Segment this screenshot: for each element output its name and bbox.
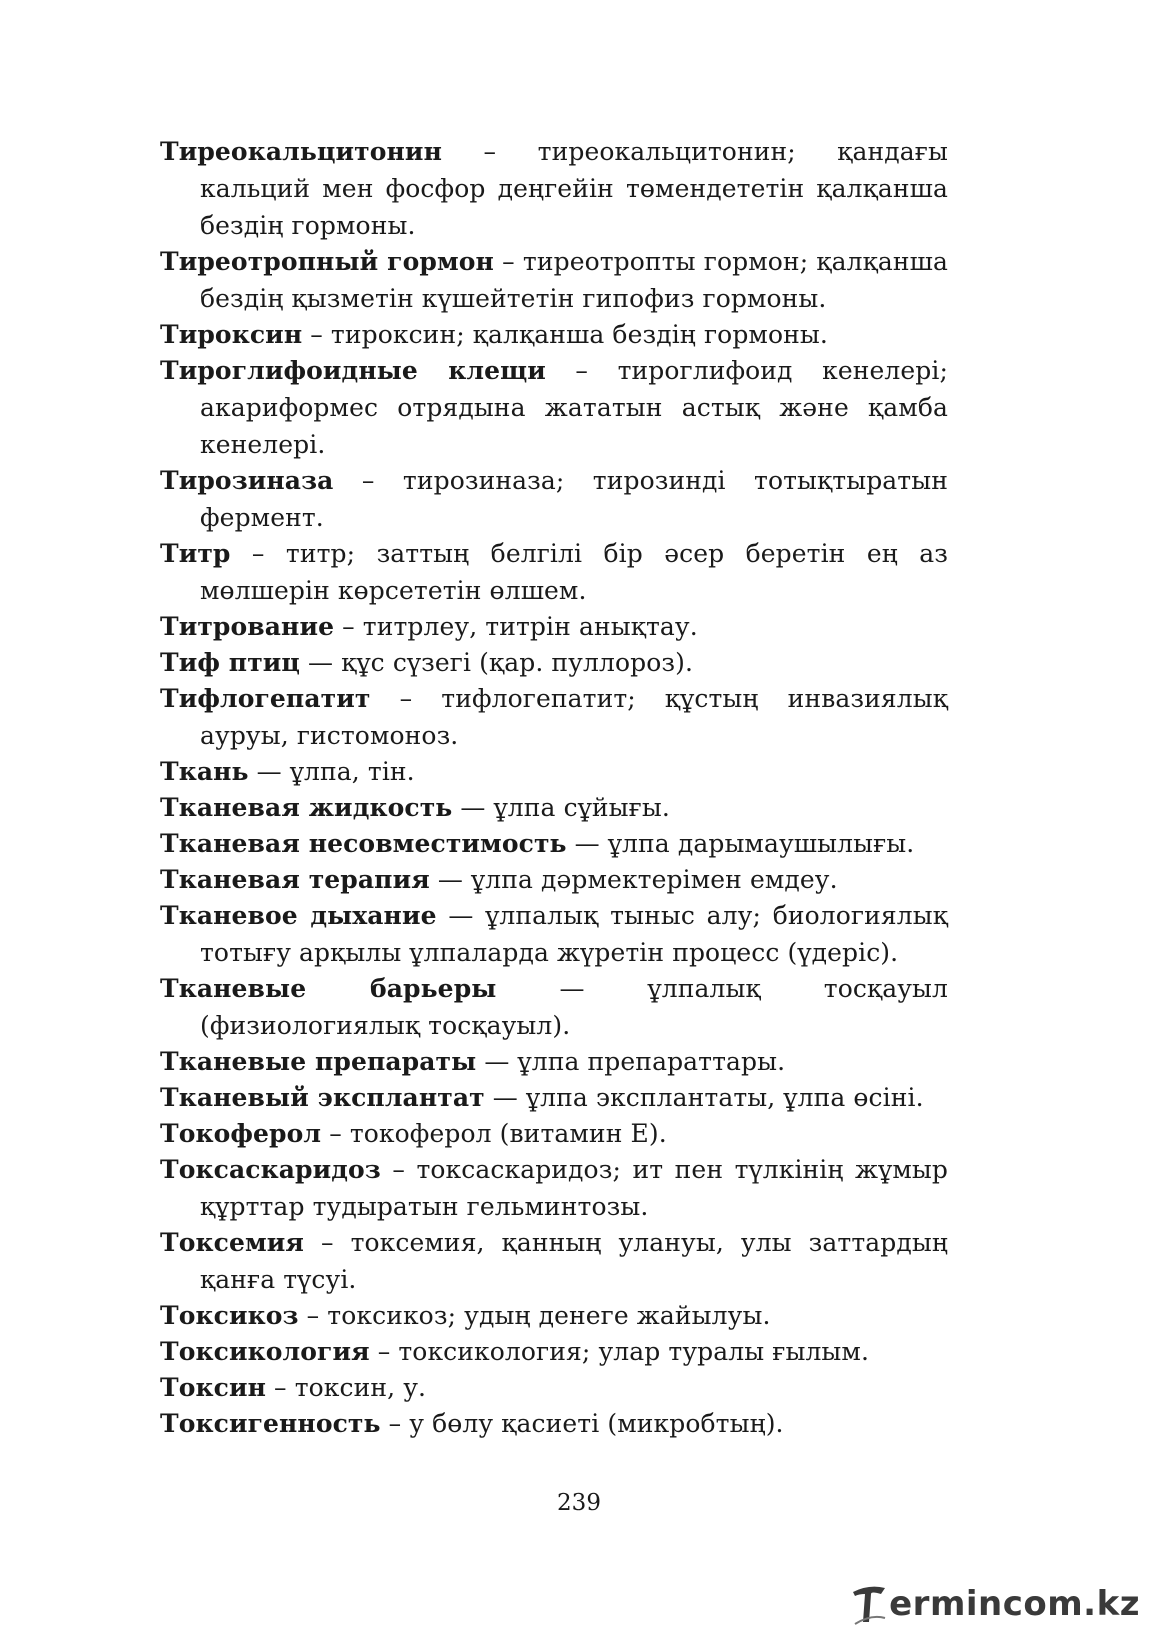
dictionary-entry [160, 861, 948, 898]
entry-definition: – токоферол (витамин Е). [321, 1119, 667, 1148]
entry-definition: — ұлпа сұйығы. [452, 793, 670, 822]
entry-definition: – титр; заттың белгілі бір әсер беретін ең аз мөлшерін көрсететін өлшем. [200, 539, 948, 605]
dictionary-entry [160, 1405, 948, 1442]
dictionary-entry [160, 680, 948, 754]
dictionary-entry [160, 608, 948, 645]
entry-definition: — ұлпалық тосқауыл (физиологиялық тосқауыл). [200, 974, 948, 1040]
entry-definition: – тиреокальцитонин; қандағы кальций мен фосфор деңгейін төмендететін қалқанша бездің гормоны. [200, 137, 948, 240]
entry-term: Титр [160, 539, 231, 568]
entry-definition: — ұлпа, тін. [248, 757, 415, 786]
entry-term: Тканевые препараты [160, 1047, 477, 1076]
dictionary-entry [160, 1115, 948, 1152]
entry-term: Тироксин [160, 320, 303, 349]
entry-term: Тканевые барьеры [160, 974, 497, 1003]
entry-definition: – тирозиназа; тирозинді тотықтыратын фермент. [200, 466, 948, 532]
entry-term: Ткань [160, 757, 249, 786]
dictionary-entry [160, 753, 948, 790]
entry-definition: – токсемия, қанның улануы, улы заттардың қанға түсуі. [200, 1228, 948, 1294]
entry-definition: — құс сүзегі (қар. пуллороз). [300, 648, 693, 677]
dictionary-entry [160, 897, 948, 971]
dictionary-entries [160, 133, 948, 1441]
entry-definition: – тиреотропты гормон; қалқанша бездің қызметін күшейтетін гипофиз гормоны. [200, 247, 948, 313]
entry-definition: – токсикология; улар туралы ғылым. [369, 1337, 870, 1366]
entry-definition: — ұлпалық тыныс алу; биологиялық тотығу арқылы ұлпаларда жүретін процесс (үдеріс). [200, 901, 948, 967]
entry-term: Токоферол [160, 1119, 322, 1148]
entry-term: Токсаскаридоз [160, 1155, 381, 1184]
entry-definition: – у бөлу қасиеті (микробтың). [380, 1409, 784, 1438]
entry-term: Токсин [160, 1373, 266, 1402]
entry-definition: — ұлпа препараттары. [476, 1047, 786, 1076]
dictionary-entry [160, 1369, 948, 1406]
entry-definition: — ұлпа дарымаушылығы. [566, 829, 915, 858]
entry-term: Тифлогепатит [160, 684, 371, 713]
entry-term: Тканевая терапия [160, 865, 430, 894]
watermark-logo [851, 1579, 1140, 1629]
page-number: 239 [557, 1490, 601, 1516]
termincom-logo-icon [851, 1582, 887, 1626]
entry-definition: – токсаскаридоз; ит пен түлкінің жұмыр құрттар тудыратын гельминтозы. [200, 1155, 948, 1221]
entry-term: Тиреотропный гормон [160, 247, 494, 276]
entry-term: Титрование [160, 612, 335, 641]
dictionary-entry [160, 133, 948, 244]
entry-definition: – тироксин; қалқанша бездің гормоны. [302, 320, 828, 349]
entry-term: Тирозиназа [160, 466, 334, 495]
entry-term: Тканевая несовместимость [160, 829, 567, 858]
dictionary-entry [160, 789, 948, 826]
entry-term: Тканевое дыхание [160, 901, 437, 930]
entry-definition: – титрлеу, титрін анықтау. [334, 612, 698, 641]
dictionary-entry [160, 1043, 948, 1080]
entry-term: Токсикоз [160, 1301, 299, 1330]
dictionary-entry [160, 462, 948, 536]
entry-definition: — ұлпа дәрмектерімен емдеу. [429, 865, 838, 894]
entry-definition: – тироглифоид кенелері; акариформес отрядына жататын астық және қамба кенелері. [200, 356, 948, 459]
dictionary-entry [160, 970, 948, 1044]
entry-definition: – тифлогепатит; құстың инвазиялық ауруы, гистомоноз. [200, 684, 948, 750]
entry-term: Тиф птиц [160, 648, 300, 677]
entry-term: Тироглифоидные клещи [160, 356, 546, 385]
dictionary-entry [160, 243, 948, 317]
dictionary-entry [160, 644, 948, 681]
entry-term: Тиреокальцитонин [160, 137, 442, 166]
entry-definition: – токсин, у. [266, 1373, 427, 1402]
dictionary-entry [160, 1297, 948, 1334]
entry-term: Тканевая жидкость [160, 793, 453, 822]
dictionary-entry [160, 535, 948, 609]
dictionary-entry [160, 316, 948, 353]
entry-term: Токсикология [160, 1337, 370, 1366]
dictionary-entry [160, 1333, 948, 1370]
entry-term: Токсемия [160, 1228, 304, 1257]
dictionary-entry [160, 352, 948, 463]
dictionary-entry [160, 825, 948, 862]
entry-definition: — ұлпа эксплантаты, ұлпа өсіні. [484, 1083, 924, 1112]
watermark-text: ermincom.kz [889, 1584, 1140, 1624]
dictionary-entry [160, 1151, 948, 1225]
dictionary-entry [160, 1079, 948, 1116]
entry-definition: – токсикоз; удың денеге жайылуы. [298, 1301, 771, 1330]
dictionary-entry [160, 1224, 948, 1298]
entry-term: Токсигенность [160, 1409, 381, 1438]
entry-term: Тканевый эксплантат [160, 1083, 485, 1112]
